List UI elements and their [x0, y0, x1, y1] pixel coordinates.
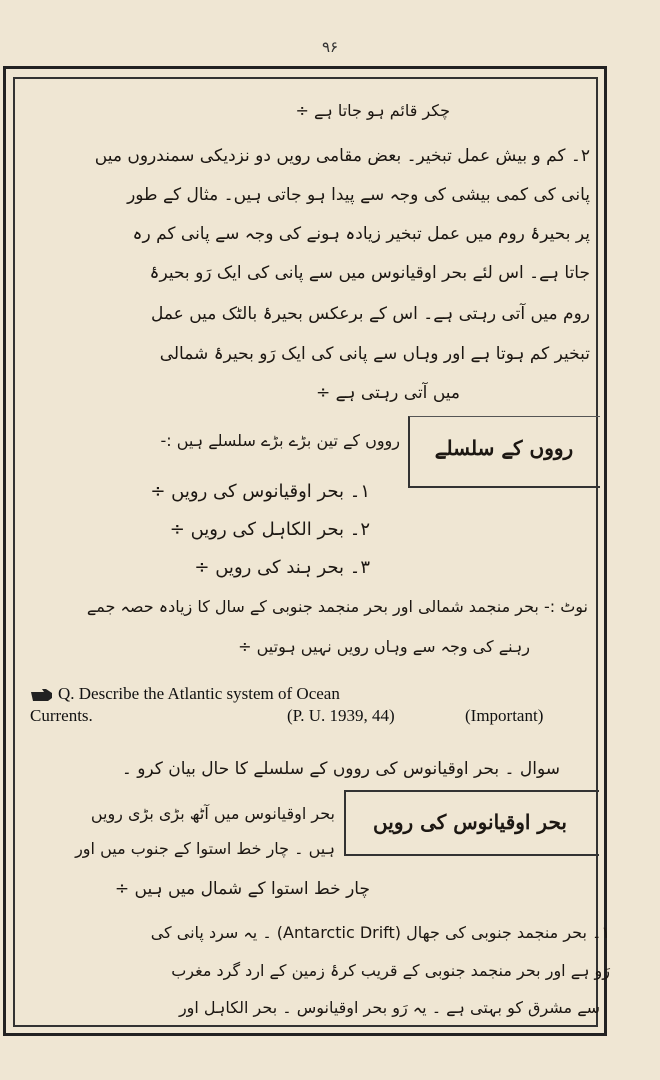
text-line: رَو ہے اور بحر منجمد جنوبی کے قریب کرۂ زمین کے ارد گرد مغرب: [171, 961, 610, 980]
note-line: نوٹ :- بحر منجمد شمالی اور بحر منجمد جنوبی کے سال کا زیادہ حصہ جمے: [86, 597, 588, 616]
text-line: میں آتی رہتی ہے ÷: [315, 383, 460, 403]
text-line: چکر قائم ہو جاتا ہے ÷: [295, 101, 450, 120]
text-line: بحر اوقیانوس میں آٹھ بڑی بڑی رویں: [90, 804, 335, 823]
text-line: چار خط استوا کے شمال میں ہیں ÷: [114, 879, 370, 899]
text-line: پر بحیرۂ روم میں عمل تبخیر زیادہ ہونے کی وجہ سے پانی کم رہ: [132, 224, 590, 244]
text-line: روم میں آتی رہتی ہے۔ اس کے برعکس بحیرۂ بالٹک میں عمل: [150, 304, 590, 324]
page-number: ۹۶: [321, 38, 339, 56]
question-reference: (P. U. 1939, 44): [287, 706, 395, 725]
question-importance: (Important): [465, 706, 544, 725]
text-line: پانی کی کمی بیشی کی وجہ سے پیدا ہو جاتی ہیں۔ مثال کے طور: [127, 185, 590, 205]
note-line: رہنے کی وجہ سے وہاں رویں نہیں ہوتیں ÷: [238, 637, 530, 656]
text-line: ۱۔ بحر منجمد جنوبی کی جھال (Antarctic Drift) ۔ یہ سرد پانی کی: [150, 923, 610, 942]
list-item: ۳۔ بحر ہند کی رویں ÷: [194, 557, 370, 578]
question-urdu: سوال ۔ بحر اوقیانوس کی رووں کے سلسلے کا حال بیان کرو ۔: [121, 759, 560, 779]
section-heading: رووں کے سلسلے: [434, 436, 574, 460]
pointing-hand-icon: [30, 688, 54, 702]
question-line: Q. Describe the Atlantic system of Ocean: [58, 684, 340, 703]
text-line: ۲۔ کم و بیش عمل تبخیر۔ بعض مقامی رویں دو نزدیکی سمندروں میں: [94, 146, 590, 166]
list-item: ۱۔ بحر اوقیانوس کی رویں ÷: [150, 481, 370, 502]
section-intro: رووں کے تین بڑے بڑے سلسلے ہیں :-: [160, 431, 400, 450]
text-line: سے مشرق کو بہتی ہے ۔ یہ رَو بحر اوقیانوس ۔ بحر الکاہل اور: [178, 998, 600, 1017]
text-line: تبخیر کم ہوتا ہے اور وہاں سے پانی کی ایک رَو بحیرۂ شمالی: [159, 344, 590, 364]
section-heading: بحر اوقیانوس کی رویں: [373, 810, 567, 834]
list-item: ۲۔ بحر الکاہل کی رویں ÷: [169, 519, 370, 540]
text-line: ہیں ۔ چار خط استوا کے جنوب میں اور: [75, 839, 335, 858]
question-currents: Currents.: [30, 706, 93, 725]
text-line: جاتا ہے۔ اس لئے بحر اوقیانوس میں سے پانی کی ایک رَو بحیرۂ: [149, 263, 590, 283]
